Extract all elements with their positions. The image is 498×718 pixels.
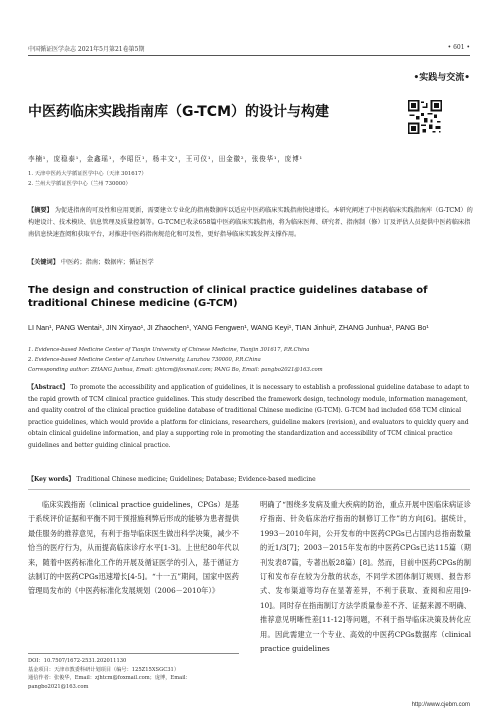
authors-en: LI Nan¹, PANG Wentai¹, JIN Xinyao¹, JI Zhaochen¹, YANG Fengwen¹, WANG Keyi¹, TIAN Jinhui², ZHANG Junhua¹, PANG Bo¹ — [28, 323, 429, 332]
body-paragraph: 临床实践指南（clinical practice guidelines，CPGs）是基于系统评价证据和平衡不同干预措施利弊后形成的能够为患者提供最佳服务的推荐意见，有利于指导临床医生做出科学决策，减少不恰当的医疗行为，从而提高临床诊疗水平[1-3]。上世纪80年代以来，随着中医药标准化工作的开展及循证医学的引入，基于循证方法制订的中医药CPGs迅速增长[4-5]。“十一五”期间，国家中医药管理局发布的《中医药标准化发展规划（2006－2010年）》 — [28, 500, 239, 596]
abstract-divider — [28, 489, 470, 490]
footnote — [28, 657, 239, 691]
journal-url[interactable]: http://www.cjebm.com — [411, 702, 470, 708]
footnote-line: 通信作者：张俊华，Email：zjhtcm@foxmail.com；庞博，Email： — [28, 675, 191, 682]
keywords-en — [28, 474, 316, 483]
affiliation-en: 1. Evidence-based Medicine Center of Tianjin University of Chinese Medicine, Tianjin 301617, P.R.China — [28, 347, 310, 353]
footnote-divider — [28, 653, 239, 654]
abstract-cn-label: 【摘要】 — [28, 207, 53, 214]
keywords-cn — [28, 257, 154, 266]
body-column-left — [28, 498, 239, 599]
corresponding-author: Corresponding author: ZHANG Junhua, Email: zjhtcm@foxmail.com; PANG Bo, Email: pangbo2021@163.com — [28, 367, 323, 373]
keywords-cn-text: 中医药；指南；数据库；循证医学 — [60, 259, 154, 266]
affiliation-cn: 1. 天津中医药大学循证医学中心（天津 301617） — [28, 171, 147, 177]
abstract-en-text: To promote the accessibility and application of guidelines, it is necessary to establish a professional guideline database to adapt to the rapid growth of TCM clinical practice guidelines. This study described the framework design, technology module, information management, and quality control of the clinical practice guideline database of traditional Chinese medicine (G-TCM). G-TCM had included 658 TCM clinical practice guidelines, which would provide a platform for clinicians, researchers, guideline makers (revision), and evaluators to quickly query and obtain clinical guideline information, and play a supporting role in promoting the standardization and accessibility of TCM clinical practice guidelines and better guiding clinical practice. — [28, 384, 470, 449]
footnote-line: pangbo2021@163.com — [28, 683, 89, 690]
section-label: •实践与交流• — [413, 73, 470, 83]
article-title-cn: 中医药临床实践指南库（G-TCM）的设计与构建 — [28, 104, 329, 120]
affiliation-en: 2. Evidence-based Medicine Center of Lanzhou University, Lanzhou 730000, P.R.China — [28, 357, 261, 363]
abstract-en — [28, 382, 473, 452]
footnote-line: DOI：10.7507/1672-2531.202011130 — [28, 658, 127, 664]
article-title-en: The design and construction of clinical practice guidelines database of traditional Chinese medicine (G-TCM) — [28, 285, 428, 309]
body-column-right — [260, 498, 471, 656]
body-paragraph: 明确了“围绕多发病及重大疾病的防治，重点开展中医临床病证诊疗指南、针灸临床治疗指南的制修订工作”的方向[6]。据统计，1993－2010年间，公开发布的中医药CPGs已占国内总指南数量的近1/3[7]；2003－2015年发布的中医药CPGs已达115篇（期刊发表87篇，专著出版28篇）[8]。然而，目前中医药CPGs的制订和发布存在较为分散的状态，不同学术团体制订规则、报告形式、发布渠道等均存在显著差异，不利于获取、查阅和应用[9-10]。同时存在指南制订方法学质量参差不齐、证据来源不明确、推荐意见明晰性差[11-12]等问题，不利于指导临床决策及转化应用。因此需建立一个专业、高效的中医药CPGs数据库（clinical practice guidelines — [260, 500, 471, 654]
header-divider — [28, 55, 470, 56]
abstract-cn — [28, 205, 473, 241]
abstract-cn-text: 为促进指南的可及性和应用更新，需要建立专业化的指南数据库以适应中医药临床实践指南快速增长。本研究阐述了中医药临床实践指南库（G-TCM）的构建设计、技术模块、信息管理及质量控制等。G-TCM已收录658篇中医药临床实践指南，将为临床医师、研究者、指南制（修）订及评估人员提供中医药临床指南信息快速查阅和获取平台，对推进中医药指南规范化和可及性，更好指导临床实践发挥支撑作用。 — [28, 207, 473, 238]
keywords-en-text: Traditional Chinese medicine; Guidelines; Database; Evidence-based medicine — [76, 476, 316, 483]
keywords-en-label: 【Key words】 — [28, 476, 75, 483]
qr-code-icon — [408, 100, 442, 134]
page-number: • 601 • — [447, 44, 470, 51]
authors-cn: 李楠¹，庞稳泰¹，金鑫瑶¹，李昭臣¹，杨丰文¹，王可仪¹，田金徽²，张俊华¹，庞博¹ — [28, 155, 303, 163]
journal-header: 中国循证医学杂志 2021年5月第21卷第5期 — [28, 46, 145, 53]
abstract-en-label: 【Abstract】 — [28, 384, 69, 391]
footnote-line: 基金项目：天津市教委科研计划项目（编号：125Z15XSGC31） — [28, 666, 180, 673]
keywords-cn-label: 【关键词】 — [28, 259, 59, 266]
affiliation-cn: 2. 兰州大学循证医学中心（兰州 730000） — [28, 181, 131, 187]
